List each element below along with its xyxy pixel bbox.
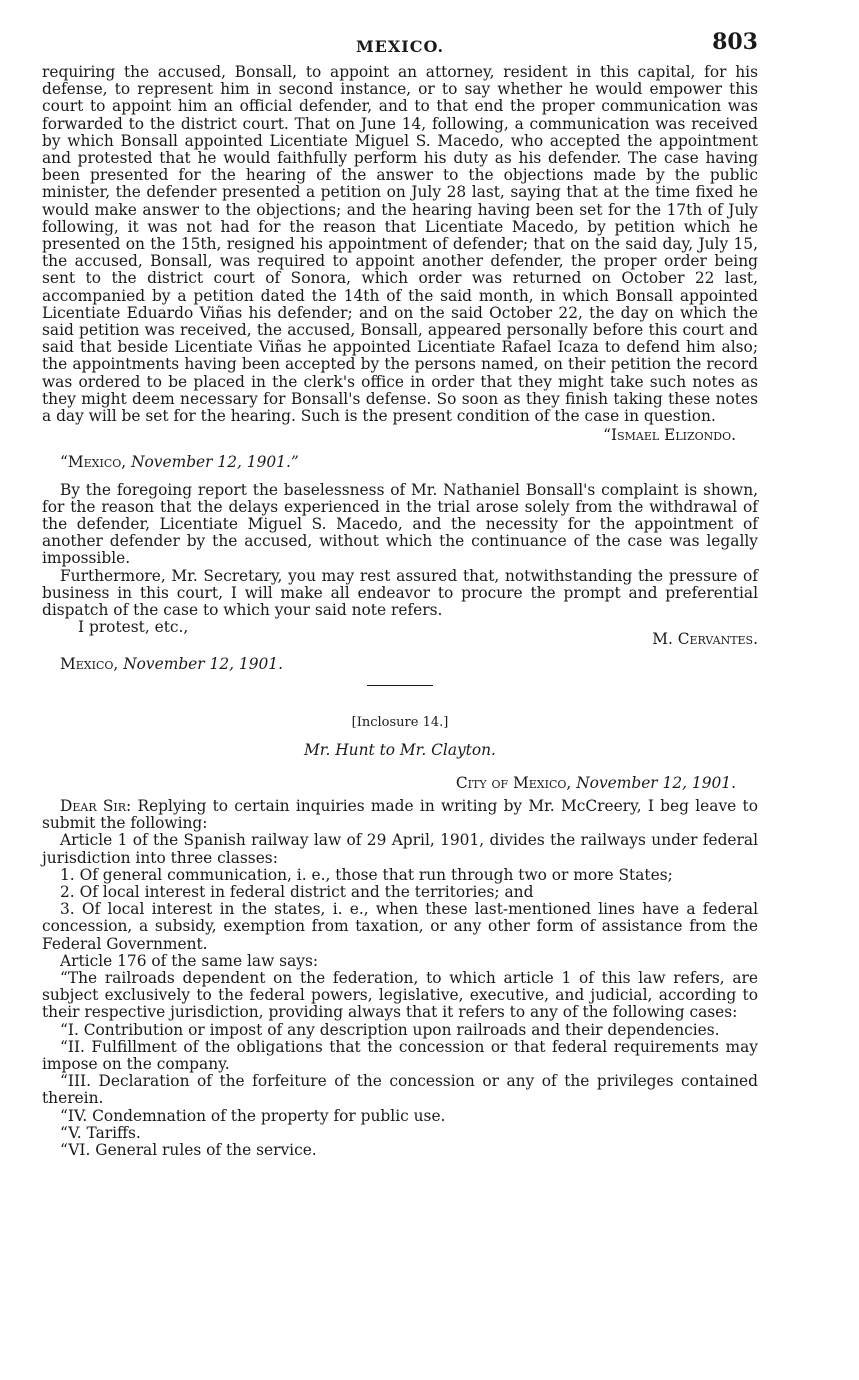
page-number: 803 xyxy=(712,29,758,55)
case-item: “V. Tariffs. xyxy=(60,1123,141,1142)
article-176-intro: Article 176 of the same law says: xyxy=(60,951,319,970)
letter-dateline xyxy=(42,775,758,792)
signature-cervantes: M. Cervantes. xyxy=(652,629,758,648)
letter-heading: Mr. Hunt to Mr. Clayton. xyxy=(304,740,496,759)
city-place: City of Mexico, xyxy=(455,773,572,792)
dateline-elizondo xyxy=(42,454,758,471)
class-item: 1. Of general communication, i. e., those that run through two or more States; xyxy=(60,865,673,884)
dateline-date: November 12, 1901.” xyxy=(131,453,299,472)
article-1-intro: Article 1 of the Spanish railway law of 29 April, 1901, divides the railways under federal jurisdiction into three classes: xyxy=(42,831,758,867)
signature-elizondo: “Ismael Elizondo. xyxy=(603,426,736,445)
running-head xyxy=(42,29,758,64)
case-item: “VI. General rules of the service. xyxy=(60,1141,317,1160)
closing-protest: I protest, etc., xyxy=(78,618,189,637)
inclosure-label: [Inclosure 14.] xyxy=(351,715,449,731)
paragraph-baselessness: By the foregoing report the baselessness of Mr. Nathaniel Bonsall's complaint is shown, for the reason that the delays experienced in the trial arose solely from the withdrawal of the defender, Licentiate Miguel S. Macedo, and the necessity for the appointment of another defender by the accused, without which the continuance of the case was legally impossible. xyxy=(42,480,758,568)
dateline-place: Mexico, xyxy=(60,654,119,673)
section-divider xyxy=(367,685,433,687)
opening-paragraph: requiring the accused, Bonsall, to appoint an attorney, resident in this capital, for his defense, to represent him in second instance, or to say whether he would empower this court to appoint him an official defender, and to that end the proper communication was forwarded to the district court. That on June 14, following, a communication was received by which Bonsall appointed Licentiate Miguel S. Macedo, who accepted the appointment and protested that he would faithfully perform his duty as his defender. The case having been presented for the hearing of the answer to the objections made by the public minister, the defender presented a petition on July 28 last, saying that at the time fixed he would make answer to the objections; and the hearing having been set for the 17th of July following, it was not had for the reason that Licentiate Macedo, by petition which he presented on the 15th, resigned his appointment of defender; that on the said day, July 15, the accused, Bonsall, was required to appoint another defender, the proper order being sent to the district court of Sonora, which order was returned on October 22 last, accompanied by a petition dated the 14th of the said month, in which Bonsall appointed Licentiate Eduardo Viñas his defender; and on the said October 22, the day on which the said petition was received, the accused, Bonsall, appeared personally before this court and said that beside Licentiate Viñas he appointed Licentiate Rafael Icaza to defend him also; the appointments having been accepted by the persons named, on their petition the record was ordered to be placed in the clerk's office in order that they might take such notes as they might deem necessary for Bonsall's defense. So soon as they finish taking these notes a day will be set for the hearing. Such is the present condition of the case in question. xyxy=(42,63,758,426)
case-item: “III. Declaration of the forfeiture of the concession or any of the privileges contained therein. xyxy=(42,1072,758,1108)
class-item: 3. Of local interest in the states, i. e., when these last-mentioned lines have a federal concession, a subsidy, exemption from taxation, or any other form of assistance from the Federal Government. xyxy=(42,900,758,953)
case-item: “IV. Condemnation of the property for public use. xyxy=(60,1106,446,1125)
case-item: “I. Contribution or impost of any description upon railroads and their dependencies. xyxy=(60,1020,720,1039)
dateline-place: “Mexico, xyxy=(60,453,127,472)
case-item: “II. Fulfillment of the obligations that the concession or that federal requirements may impose on the company. xyxy=(42,1037,758,1074)
document-page xyxy=(42,29,758,1160)
letter-opening xyxy=(42,798,758,832)
running-head-title: MEXICO. xyxy=(355,37,445,56)
article-176-quote: “The railroads dependent on the federation, to which article 1 of this law refers, are subject exclusively to the federal powers, legislative, executive, and judicial, according to their respective jurisdiction, providing always that it refers to any of the following cases: xyxy=(42,969,758,1022)
city-date: November 12, 1901. xyxy=(576,773,736,792)
dateline-cervantes xyxy=(42,656,758,673)
salutation: Dear Sir: xyxy=(60,797,132,816)
letter-opening-text: Replying to certain inquiries made in writing by Mr. McCreery, I beg leave to submit the following: xyxy=(42,797,758,833)
class-item: 2. Of local interest in federal district and the territories; and xyxy=(60,883,534,902)
dateline-date: November 12, 1901. xyxy=(123,654,283,673)
paragraph-furthermore: Furthermore, Mr. Secretary, you may rest assured that, notwithstanding the pressure of business in this court, I will make all endeavor to procure the prompt and preferential dispatch of the case to which your said note refers. xyxy=(42,566,758,620)
